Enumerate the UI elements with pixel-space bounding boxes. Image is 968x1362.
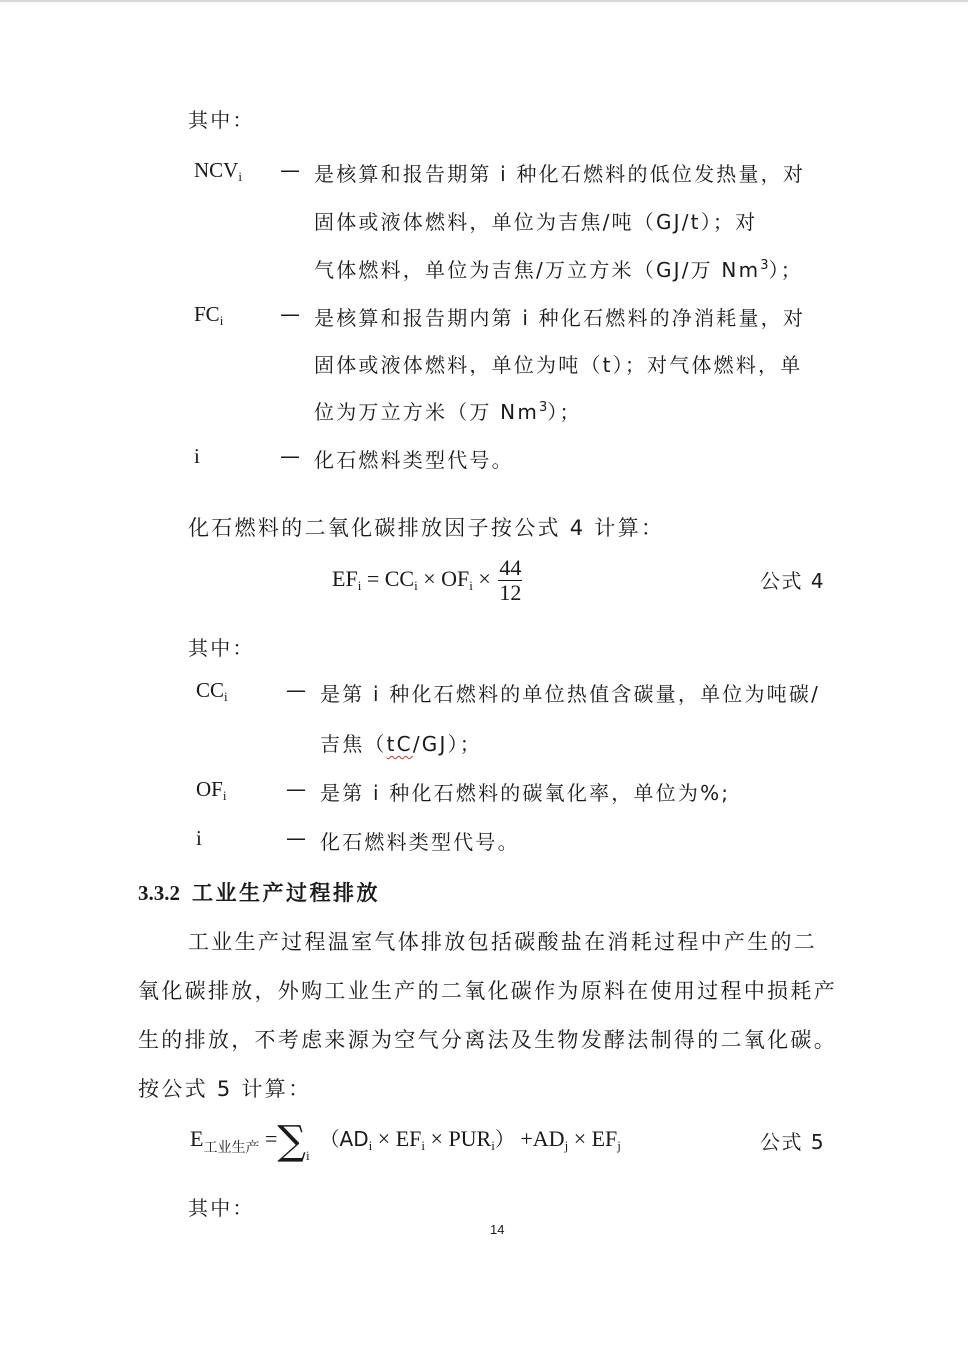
symbol-ncv: $NCV_i$ [194, 158, 242, 184]
fc-definition-line2: 固体或液体燃料，单位为吨（t）；对气体燃料，单 [314, 353, 803, 377]
cc-definition-line2: 吉焦（tC/GJ）； [320, 732, 482, 756]
page-number: 14 [490, 1222, 505, 1237]
definition-dash: — [280, 444, 300, 468]
page-top-border [0, 0, 968, 2]
formula5-label: 公式 5 [760, 1130, 826, 1154]
definition-dash: — [286, 678, 306, 702]
formula-5: $E_{工业生产} =\sum_i(AD_i \times EF_i \times PUR_i) +AD_j \times EF_j$ [190, 1118, 621, 1164]
definition-dash: — [280, 302, 300, 326]
ncv-definition-line2: 固体或液体燃料，单位为吉焦/吨（GJ/t）；对 [314, 210, 758, 234]
cc-definition-line1: 是第 i 种化石燃料的单位热值含碳量，单位为吨碳/ [320, 682, 821, 706]
symbol-cc: $CC_i$ [196, 678, 228, 704]
definitions-intro-2: 其中： [188, 636, 255, 660]
section-heading: 3.3.2 工业生产过程排放 [138, 881, 380, 905]
fc-definition-line3: 位为万立方米（万 Nm$^3$）； [314, 400, 582, 424]
ncv-definition-line3: 气体燃料，单位为吉焦/万立方米（GJ/万 Nm$^3$）； [314, 258, 803, 282]
paragraph-line-2: 氧化碳排放，外购工业生产的二氧化碳作为原料在使用过程中损耗产 [138, 979, 837, 1003]
symbol-fc: $FC_i$ [194, 302, 224, 328]
symbol-of: $OF_i$ [196, 777, 227, 803]
definition-dash: — [286, 777, 306, 801]
paragraph-line-4: 按公式 5 计算： [138, 1077, 312, 1101]
definitions-intro: 其中： [188, 108, 255, 132]
spellcheck-underline: tC [386, 732, 413, 756]
paragraph-line-1: 工业生产过程温室气体排放包括碳酸盐在消耗过程中产生的二 [188, 930, 818, 954]
ncv-definition-line1: 是核算和报告期第 i 种化石燃料的低位发热量，对 [314, 162, 806, 186]
i-definition-2: 化石燃料类型代号。 [320, 830, 520, 854]
definitions-intro-3: 其中： [188, 1196, 255, 1220]
of-definition: 是第 i 种化石燃料的碳氧化率，单位为%; [320, 781, 731, 805]
fraction-44-12: $\frac{44}{12}$ [499, 555, 522, 606]
formula4-lead-text: 化石燃料的二氧化碳排放因子按公式 4 计算： [188, 516, 665, 540]
paragraph-line-3: 生的排放，不考虑来源为空气分离法及生物发酵法制得的二氧化碳。 [138, 1028, 837, 1052]
sum-symbol: ∑ [277, 1118, 306, 1164]
fc-definition-line1: 是核算和报告期内第 i 种化石燃料的净消耗量，对 [314, 306, 806, 330]
symbol-i-2: i [196, 826, 202, 850]
formula-4: $EF_i = CC_i \times OF_i$ × $\frac{44}{12}$ [332, 555, 522, 606]
formula4-label: 公式 4 [760, 569, 826, 593]
i-definition: 化石燃料类型代号。 [314, 448, 514, 472]
definition-dash: — [286, 826, 306, 850]
definition-dash: — [280, 158, 300, 182]
symbol-i: i [194, 444, 200, 468]
